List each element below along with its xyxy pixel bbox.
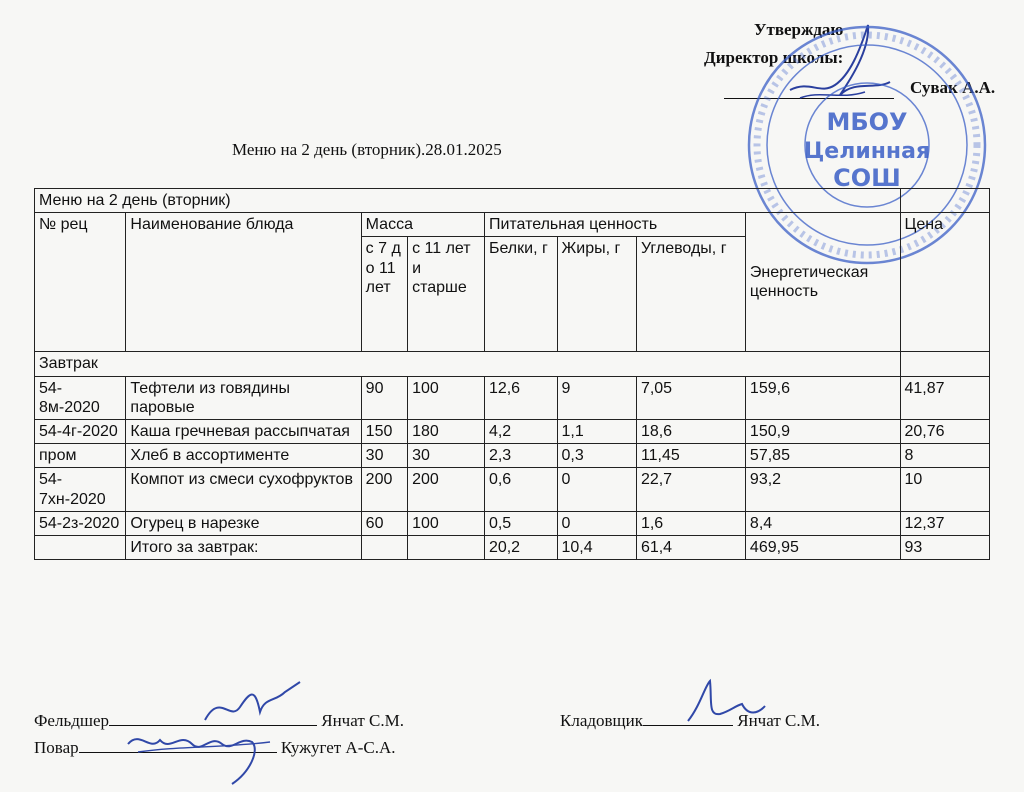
- storekeeper-label: Кладовщик: [560, 711, 643, 730]
- table-row: [35, 444, 990, 468]
- header-mass: Масса: [361, 213, 484, 237]
- total-label: Итого за завтрак:: [126, 535, 361, 559]
- cell-mass1: 150: [361, 419, 407, 443]
- header-mass-11-up: с 11 лет и старше: [408, 237, 485, 352]
- cell-carbs: 7,05: [636, 376, 745, 419]
- cell-mass2: 30: [408, 444, 485, 468]
- cell-mass2: 100: [408, 511, 485, 535]
- feldsher-name: Янчат С.М.: [321, 711, 404, 730]
- cell-rec: 54-8м-2020: [35, 376, 126, 419]
- storekeeper-name: Янчат С.М.: [737, 711, 820, 730]
- cell-energy: 150,9: [745, 419, 900, 443]
- total-empty-rec: [35, 535, 126, 559]
- feldsher-label: Фельдшер: [34, 711, 109, 730]
- cell-protein: 2,3: [484, 444, 557, 468]
- cell-name: Каша гречневая рассыпчатая: [126, 419, 361, 443]
- total-carbs: 61,4: [636, 535, 745, 559]
- table-row: [35, 376, 990, 419]
- total-protein: 20,2: [484, 535, 557, 559]
- cell-protein: 4,2: [484, 419, 557, 443]
- total-price: 93: [900, 535, 990, 559]
- director-name: Сувак А.А.: [910, 78, 996, 97]
- total-fat: 10,4: [557, 535, 636, 559]
- cell-protein: 0,6: [484, 468, 557, 511]
- cell-rec: пром: [35, 444, 126, 468]
- header-nutrition: Питательная ценность: [484, 213, 745, 237]
- table-row: [35, 511, 990, 535]
- cell-carbs: 22,7: [636, 468, 745, 511]
- cell-fat: 0,3: [557, 444, 636, 468]
- header-mass-7-11: с 7 до 11 лет: [361, 237, 407, 352]
- cell-rec: 54-2з-2020: [35, 511, 126, 535]
- cell-mass2: 100: [408, 376, 485, 419]
- cell-carbs: 11,45: [636, 444, 745, 468]
- cell-carbs: 1,6: [636, 511, 745, 535]
- cell-rec: 54-7хн-2020: [35, 468, 126, 511]
- table-header-row: [35, 213, 990, 237]
- cell-carbs: 18,6: [636, 419, 745, 443]
- approval-line1: Утверждаю: [754, 20, 844, 39]
- table-caption-empty: [900, 189, 990, 213]
- cell-energy: 159,6: [745, 376, 900, 419]
- total-empty-m2: [408, 535, 485, 559]
- cell-name: Хлеб в ассортименте: [126, 444, 361, 468]
- cell-price: 8: [900, 444, 990, 468]
- section-label: Завтрак: [35, 352, 901, 376]
- table-row: [35, 468, 990, 511]
- cell-fat: 0: [557, 511, 636, 535]
- storekeeper-handwritten-signature-icon: [680, 676, 770, 731]
- approval-line2: Директор школы:: [704, 48, 844, 67]
- header-carbs: Углеводы, г: [636, 237, 745, 352]
- cell-name: Компот из смеси сухофруктов: [126, 468, 361, 511]
- cell-energy: 57,85: [745, 444, 900, 468]
- cell-mass1: 30: [361, 444, 407, 468]
- cell-fat: 9: [557, 376, 636, 419]
- menu-table: [34, 188, 990, 560]
- cell-price: 12,37: [900, 511, 990, 535]
- cell-mass1: 60: [361, 511, 407, 535]
- cook-name: Кужугет А-С.А.: [280, 738, 396, 757]
- table-caption-row: [35, 189, 990, 213]
- header-protein: Белки, г: [484, 237, 557, 352]
- section-row: [35, 352, 990, 376]
- total-row: [35, 535, 990, 559]
- cell-price: 10: [900, 468, 990, 511]
- total-energy: 469,95: [745, 535, 900, 559]
- table-row: [35, 419, 990, 443]
- cell-price: 20,76: [900, 419, 990, 443]
- total-empty-m1: [361, 535, 407, 559]
- section-empty: [900, 352, 990, 376]
- cell-mass1: 200: [361, 468, 407, 511]
- stamp-line1: МБОУ: [826, 108, 908, 136]
- cook-handwritten-signature-icon: [120, 722, 280, 790]
- cell-mass2: 200: [408, 468, 485, 511]
- cell-mass2: 180: [408, 419, 485, 443]
- cell-energy: 8,4: [745, 511, 900, 535]
- cell-fat: 1,1: [557, 419, 636, 443]
- cell-energy: 93,2: [745, 468, 900, 511]
- cell-rec: 54-4г-2020: [35, 419, 126, 443]
- cell-name: Огурец в нарезке: [126, 511, 361, 535]
- header-name: Наименование блюда: [126, 213, 361, 352]
- header-price: Цена: [900, 213, 990, 352]
- header-energy: Энергетическая ценность: [745, 213, 900, 352]
- cell-fat: 0: [557, 468, 636, 511]
- page-title: Меню на 2 день (вторник).28.01.2025: [232, 140, 502, 159]
- cell-mass1: 90: [361, 376, 407, 419]
- cell-protein: 0,5: [484, 511, 557, 535]
- stamp-line2: Целинная: [803, 139, 931, 164]
- cell-name: Тефтели из говядины паровые: [126, 376, 361, 419]
- header-fat: Жиры, г: [557, 237, 636, 352]
- header-rec: № рец: [35, 213, 126, 352]
- cook-label: Повар: [34, 738, 79, 757]
- stamp-line3: СОШ: [833, 164, 901, 192]
- table-caption: Меню на 2 день (вторник): [35, 189, 901, 213]
- cell-protein: 12,6: [484, 376, 557, 419]
- cell-price: 41,87: [900, 376, 990, 419]
